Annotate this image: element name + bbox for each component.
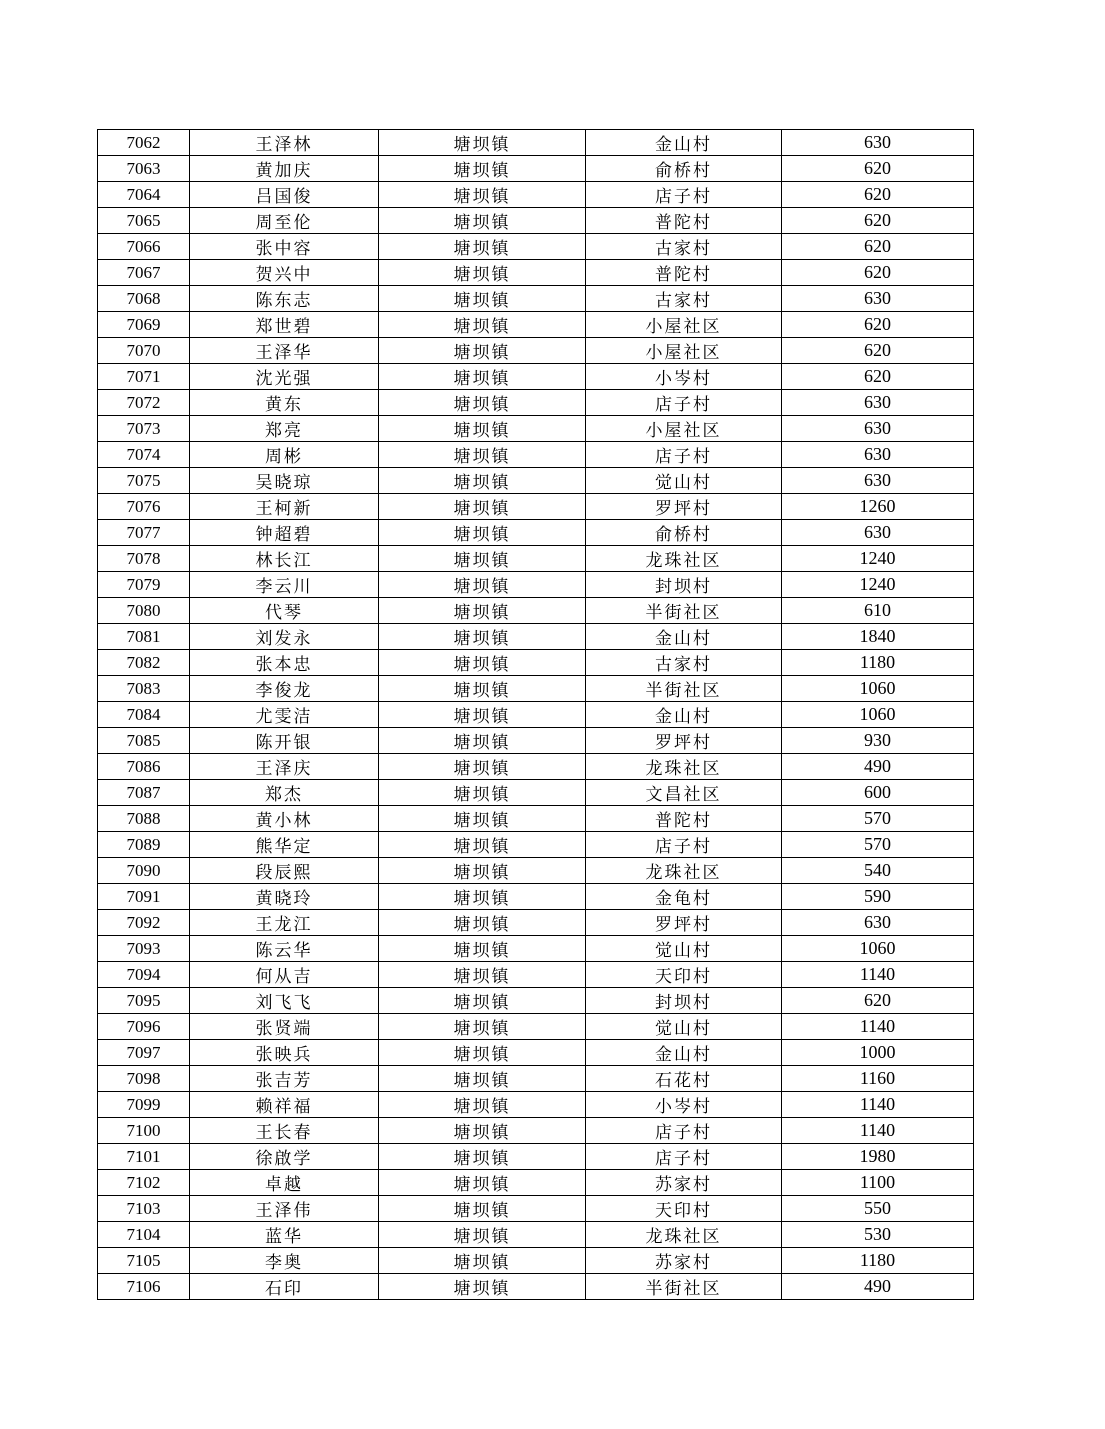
cell-town: 塘坝镇 bbox=[379, 260, 586, 286]
cell-id: 7079 bbox=[98, 572, 190, 598]
cell-id: 7075 bbox=[98, 468, 190, 494]
cell-name: 吕国俊 bbox=[190, 182, 379, 208]
cell-village: 普陀村 bbox=[586, 208, 782, 234]
cell-name: 王龙江 bbox=[190, 910, 379, 936]
cell-id: 7100 bbox=[98, 1118, 190, 1144]
table-row bbox=[98, 832, 974, 858]
cell-town: 塘坝镇 bbox=[379, 1014, 586, 1040]
cell-name: 郑杰 bbox=[190, 780, 379, 806]
table-row bbox=[98, 884, 974, 910]
cell-town: 塘坝镇 bbox=[379, 234, 586, 260]
table-row bbox=[98, 962, 974, 988]
cell-name: 李俊龙 bbox=[190, 676, 379, 702]
cell-amount: 1240 bbox=[782, 546, 974, 572]
cell-town: 塘坝镇 bbox=[379, 1144, 586, 1170]
cell-name: 张本忠 bbox=[190, 650, 379, 676]
cell-village: 觉山村 bbox=[586, 936, 782, 962]
cell-id: 7095 bbox=[98, 988, 190, 1014]
cell-id: 7090 bbox=[98, 858, 190, 884]
cell-amount: 1140 bbox=[782, 962, 974, 988]
cell-amount: 1060 bbox=[782, 936, 974, 962]
cell-id: 7067 bbox=[98, 260, 190, 286]
cell-amount: 1060 bbox=[782, 702, 974, 728]
cell-amount: 570 bbox=[782, 806, 974, 832]
cell-town: 塘坝镇 bbox=[379, 1040, 586, 1066]
cell-amount: 490 bbox=[782, 754, 974, 780]
cell-town: 塘坝镇 bbox=[379, 572, 586, 598]
table-row bbox=[98, 1014, 974, 1040]
table-row bbox=[98, 416, 974, 442]
table-row bbox=[98, 1248, 974, 1274]
cell-name: 周彬 bbox=[190, 442, 379, 468]
cell-village: 金山村 bbox=[586, 702, 782, 728]
cell-name: 王泽伟 bbox=[190, 1196, 379, 1222]
cell-name: 王泽华 bbox=[190, 338, 379, 364]
cell-amount: 1100 bbox=[782, 1170, 974, 1196]
cell-village: 苏家村 bbox=[586, 1248, 782, 1274]
cell-name: 陈开银 bbox=[190, 728, 379, 754]
table-row bbox=[98, 1118, 974, 1144]
cell-town: 塘坝镇 bbox=[379, 962, 586, 988]
cell-name: 王长春 bbox=[190, 1118, 379, 1144]
table-row bbox=[98, 1222, 974, 1248]
cell-amount: 1140 bbox=[782, 1014, 974, 1040]
cell-amount: 1180 bbox=[782, 650, 974, 676]
cell-amount: 1140 bbox=[782, 1092, 974, 1118]
cell-village: 封坝村 bbox=[586, 988, 782, 1014]
cell-name: 熊华定 bbox=[190, 832, 379, 858]
cell-town: 塘坝镇 bbox=[379, 1274, 586, 1300]
cell-town: 塘坝镇 bbox=[379, 728, 586, 754]
cell-amount: 620 bbox=[782, 156, 974, 182]
cell-name: 李奥 bbox=[190, 1248, 379, 1274]
cell-village: 普陀村 bbox=[586, 806, 782, 832]
cell-name: 陈云华 bbox=[190, 936, 379, 962]
cell-id: 7070 bbox=[98, 338, 190, 364]
cell-village: 龙珠社区 bbox=[586, 858, 782, 884]
cell-id: 7098 bbox=[98, 1066, 190, 1092]
table-row bbox=[98, 312, 974, 338]
cell-id: 7066 bbox=[98, 234, 190, 260]
cell-town: 塘坝镇 bbox=[379, 676, 586, 702]
cell-town: 塘坝镇 bbox=[379, 780, 586, 806]
cell-name: 王柯新 bbox=[190, 494, 379, 520]
cell-town: 塘坝镇 bbox=[379, 702, 586, 728]
cell-town: 塘坝镇 bbox=[379, 754, 586, 780]
table-row bbox=[98, 988, 974, 1014]
cell-id: 7076 bbox=[98, 494, 190, 520]
cell-name: 李云川 bbox=[190, 572, 379, 598]
cell-id: 7102 bbox=[98, 1170, 190, 1196]
cell-amount: 620 bbox=[782, 338, 974, 364]
cell-amount: 630 bbox=[782, 442, 974, 468]
cell-town: 塘坝镇 bbox=[379, 494, 586, 520]
cell-amount: 630 bbox=[782, 520, 974, 546]
cell-name: 黄晓玲 bbox=[190, 884, 379, 910]
cell-id: 7080 bbox=[98, 598, 190, 624]
cell-id: 7068 bbox=[98, 286, 190, 312]
table-row bbox=[98, 1170, 974, 1196]
cell-amount: 620 bbox=[782, 234, 974, 260]
cell-name: 陈东志 bbox=[190, 286, 379, 312]
cell-village: 金山村 bbox=[586, 130, 782, 156]
cell-amount: 1980 bbox=[782, 1144, 974, 1170]
cell-id: 7096 bbox=[98, 1014, 190, 1040]
cell-id: 7094 bbox=[98, 962, 190, 988]
cell-amount: 530 bbox=[782, 1222, 974, 1248]
cell-amount: 630 bbox=[782, 468, 974, 494]
cell-amount: 630 bbox=[782, 390, 974, 416]
cell-amount: 630 bbox=[782, 130, 974, 156]
cell-id: 7104 bbox=[98, 1222, 190, 1248]
table-row bbox=[98, 286, 974, 312]
table-row bbox=[98, 754, 974, 780]
cell-village: 罗坪村 bbox=[586, 494, 782, 520]
cell-town: 塘坝镇 bbox=[379, 832, 586, 858]
cell-amount: 1160 bbox=[782, 1066, 974, 1092]
cell-id: 7074 bbox=[98, 442, 190, 468]
cell-town: 塘坝镇 bbox=[379, 1118, 586, 1144]
table-row bbox=[98, 234, 974, 260]
table-row bbox=[98, 546, 974, 572]
cell-village: 文昌社区 bbox=[586, 780, 782, 806]
cell-name: 钟超碧 bbox=[190, 520, 379, 546]
cell-amount: 620 bbox=[782, 364, 974, 390]
cell-id: 7105 bbox=[98, 1248, 190, 1274]
cell-id: 7077 bbox=[98, 520, 190, 546]
cell-amount: 1000 bbox=[782, 1040, 974, 1066]
cell-id: 7078 bbox=[98, 546, 190, 572]
table-row bbox=[98, 598, 974, 624]
cell-town: 塘坝镇 bbox=[379, 806, 586, 832]
cell-id: 7088 bbox=[98, 806, 190, 832]
cell-name: 张贤端 bbox=[190, 1014, 379, 1040]
cell-name: 徐啟学 bbox=[190, 1144, 379, 1170]
cell-town: 塘坝镇 bbox=[379, 208, 586, 234]
cell-name: 黄小林 bbox=[190, 806, 379, 832]
cell-id: 7069 bbox=[98, 312, 190, 338]
cell-village: 俞桥村 bbox=[586, 156, 782, 182]
cell-village: 罗坪村 bbox=[586, 728, 782, 754]
cell-village: 龙珠社区 bbox=[586, 754, 782, 780]
cell-village: 天印村 bbox=[586, 962, 782, 988]
cell-name: 张映兵 bbox=[190, 1040, 379, 1066]
cell-id: 7062 bbox=[98, 130, 190, 156]
cell-amount: 570 bbox=[782, 832, 974, 858]
cell-village: 小屋社区 bbox=[586, 312, 782, 338]
table-row bbox=[98, 858, 974, 884]
table-row bbox=[98, 1040, 974, 1066]
table-row bbox=[98, 650, 974, 676]
cell-village: 普陀村 bbox=[586, 260, 782, 286]
cell-id: 7097 bbox=[98, 1040, 190, 1066]
cell-id: 7093 bbox=[98, 936, 190, 962]
cell-village: 龙珠社区 bbox=[586, 1222, 782, 1248]
cell-amount: 1140 bbox=[782, 1118, 974, 1144]
cell-town: 塘坝镇 bbox=[379, 988, 586, 1014]
cell-village: 觉山村 bbox=[586, 468, 782, 494]
cell-name: 沈光强 bbox=[190, 364, 379, 390]
cell-name: 吴晓琼 bbox=[190, 468, 379, 494]
table-row bbox=[98, 1144, 974, 1170]
cell-village: 龙珠社区 bbox=[586, 546, 782, 572]
cell-amount: 1840 bbox=[782, 624, 974, 650]
cell-village: 店子村 bbox=[586, 1118, 782, 1144]
table-row bbox=[98, 338, 974, 364]
cell-id: 7071 bbox=[98, 364, 190, 390]
table-body bbox=[98, 130, 974, 1300]
table-row bbox=[98, 624, 974, 650]
cell-town: 塘坝镇 bbox=[379, 1170, 586, 1196]
cell-village: 金山村 bbox=[586, 1040, 782, 1066]
cell-amount: 620 bbox=[782, 988, 974, 1014]
cell-town: 塘坝镇 bbox=[379, 1066, 586, 1092]
cell-id: 7081 bbox=[98, 624, 190, 650]
cell-town: 塘坝镇 bbox=[379, 858, 586, 884]
cell-id: 7063 bbox=[98, 156, 190, 182]
cell-town: 塘坝镇 bbox=[379, 130, 586, 156]
cell-village: 小岑村 bbox=[586, 364, 782, 390]
table-row bbox=[98, 156, 974, 182]
table-row bbox=[98, 910, 974, 936]
cell-town: 塘坝镇 bbox=[379, 286, 586, 312]
cell-amount: 1180 bbox=[782, 1248, 974, 1274]
cell-amount: 1240 bbox=[782, 572, 974, 598]
cell-amount: 1260 bbox=[782, 494, 974, 520]
cell-name: 郑亮 bbox=[190, 416, 379, 442]
cell-id: 7087 bbox=[98, 780, 190, 806]
cell-name: 尤雯洁 bbox=[190, 702, 379, 728]
cell-name: 段辰熙 bbox=[190, 858, 379, 884]
table-row bbox=[98, 676, 974, 702]
table-row bbox=[98, 520, 974, 546]
cell-village: 店子村 bbox=[586, 832, 782, 858]
cell-name: 王泽庆 bbox=[190, 754, 379, 780]
table-row bbox=[98, 390, 974, 416]
cell-village: 半街社区 bbox=[586, 676, 782, 702]
table-row bbox=[98, 728, 974, 754]
table-row bbox=[98, 364, 974, 390]
cell-amount: 590 bbox=[782, 884, 974, 910]
cell-amount: 630 bbox=[782, 416, 974, 442]
cell-name: 刘飞飞 bbox=[190, 988, 379, 1014]
cell-amount: 610 bbox=[782, 598, 974, 624]
cell-town: 塘坝镇 bbox=[379, 520, 586, 546]
cell-id: 7089 bbox=[98, 832, 190, 858]
cell-town: 塘坝镇 bbox=[379, 1092, 586, 1118]
cell-id: 7073 bbox=[98, 416, 190, 442]
cell-name: 林长江 bbox=[190, 546, 379, 572]
cell-village: 小屋社区 bbox=[586, 338, 782, 364]
cell-id: 7106 bbox=[98, 1274, 190, 1300]
cell-name: 刘发永 bbox=[190, 624, 379, 650]
table-row bbox=[98, 468, 974, 494]
cell-village: 石花村 bbox=[586, 1066, 782, 1092]
cell-id: 7083 bbox=[98, 676, 190, 702]
table-row bbox=[98, 1274, 974, 1300]
cell-village: 封坝村 bbox=[586, 572, 782, 598]
cell-town: 塘坝镇 bbox=[379, 338, 586, 364]
cell-town: 塘坝镇 bbox=[379, 364, 586, 390]
table-row bbox=[98, 936, 974, 962]
cell-village: 古家村 bbox=[586, 234, 782, 260]
cell-id: 7072 bbox=[98, 390, 190, 416]
cell-village: 店子村 bbox=[586, 442, 782, 468]
cell-name: 代琴 bbox=[190, 598, 379, 624]
table-row bbox=[98, 208, 974, 234]
cell-amount: 540 bbox=[782, 858, 974, 884]
cell-village: 半街社区 bbox=[586, 598, 782, 624]
table-row bbox=[98, 494, 974, 520]
cell-name: 赖祥福 bbox=[190, 1092, 379, 1118]
table-row bbox=[98, 1066, 974, 1092]
cell-amount: 490 bbox=[782, 1274, 974, 1300]
cell-village: 罗坪村 bbox=[586, 910, 782, 936]
cell-amount: 630 bbox=[782, 910, 974, 936]
cell-town: 塘坝镇 bbox=[379, 1248, 586, 1274]
cell-id: 7092 bbox=[98, 910, 190, 936]
cell-name: 卓越 bbox=[190, 1170, 379, 1196]
cell-name: 蓝华 bbox=[190, 1222, 379, 1248]
table-row bbox=[98, 702, 974, 728]
cell-id: 7103 bbox=[98, 1196, 190, 1222]
cell-name: 王泽林 bbox=[190, 130, 379, 156]
cell-name: 周至伦 bbox=[190, 208, 379, 234]
table-row bbox=[98, 1092, 974, 1118]
cell-id: 7086 bbox=[98, 754, 190, 780]
cell-name: 黄加庆 bbox=[190, 156, 379, 182]
cell-amount: 630 bbox=[782, 286, 974, 312]
table-row bbox=[98, 130, 974, 156]
cell-village: 俞桥村 bbox=[586, 520, 782, 546]
cell-name: 张吉芳 bbox=[190, 1066, 379, 1092]
cell-id: 7101 bbox=[98, 1144, 190, 1170]
cell-amount: 930 bbox=[782, 728, 974, 754]
cell-name: 贺兴中 bbox=[190, 260, 379, 286]
cell-name: 黄东 bbox=[190, 390, 379, 416]
table-row bbox=[98, 780, 974, 806]
cell-town: 塘坝镇 bbox=[379, 910, 586, 936]
cell-village: 小屋社区 bbox=[586, 416, 782, 442]
cell-town: 塘坝镇 bbox=[379, 884, 586, 910]
cell-amount: 620 bbox=[782, 260, 974, 286]
cell-town: 塘坝镇 bbox=[379, 182, 586, 208]
cell-town: 塘坝镇 bbox=[379, 598, 586, 624]
cell-name: 何从吉 bbox=[190, 962, 379, 988]
cell-village: 金龟村 bbox=[586, 884, 782, 910]
cell-village: 店子村 bbox=[586, 1144, 782, 1170]
table-row bbox=[98, 260, 974, 286]
cell-town: 塘坝镇 bbox=[379, 390, 586, 416]
cell-village: 店子村 bbox=[586, 182, 782, 208]
cell-village: 苏家村 bbox=[586, 1170, 782, 1196]
cell-village: 半街社区 bbox=[586, 1274, 782, 1300]
cell-town: 塘坝镇 bbox=[379, 416, 586, 442]
cell-amount: 600 bbox=[782, 780, 974, 806]
cell-town: 塘坝镇 bbox=[379, 936, 586, 962]
cell-village: 店子村 bbox=[586, 390, 782, 416]
cell-id: 7064 bbox=[98, 182, 190, 208]
table-row bbox=[98, 572, 974, 598]
cell-town: 塘坝镇 bbox=[379, 468, 586, 494]
cell-village: 古家村 bbox=[586, 286, 782, 312]
cell-town: 塘坝镇 bbox=[379, 442, 586, 468]
cell-amount: 620 bbox=[782, 182, 974, 208]
cell-id: 7082 bbox=[98, 650, 190, 676]
cell-name: 张中容 bbox=[190, 234, 379, 260]
table-row bbox=[98, 442, 974, 468]
table-row bbox=[98, 1196, 974, 1222]
cell-name: 郑世碧 bbox=[190, 312, 379, 338]
cell-village: 金山村 bbox=[586, 624, 782, 650]
cell-town: 塘坝镇 bbox=[379, 624, 586, 650]
cell-amount: 620 bbox=[782, 312, 974, 338]
cell-id: 7085 bbox=[98, 728, 190, 754]
cell-name: 石印 bbox=[190, 1274, 379, 1300]
cell-id: 7099 bbox=[98, 1092, 190, 1118]
cell-village: 天印村 bbox=[586, 1196, 782, 1222]
cell-town: 塘坝镇 bbox=[379, 312, 586, 338]
cell-town: 塘坝镇 bbox=[379, 1196, 586, 1222]
data-table bbox=[97, 129, 974, 1300]
table-row bbox=[98, 806, 974, 832]
cell-id: 7084 bbox=[98, 702, 190, 728]
cell-id: 7065 bbox=[98, 208, 190, 234]
cell-village: 小岑村 bbox=[586, 1092, 782, 1118]
table-row bbox=[98, 182, 974, 208]
cell-town: 塘坝镇 bbox=[379, 156, 586, 182]
cell-town: 塘坝镇 bbox=[379, 1222, 586, 1248]
cell-amount: 1060 bbox=[782, 676, 974, 702]
cell-town: 塘坝镇 bbox=[379, 546, 586, 572]
cell-amount: 550 bbox=[782, 1196, 974, 1222]
cell-town: 塘坝镇 bbox=[379, 650, 586, 676]
cell-id: 7091 bbox=[98, 884, 190, 910]
cell-village: 觉山村 bbox=[586, 1014, 782, 1040]
cell-village: 古家村 bbox=[586, 650, 782, 676]
cell-amount: 620 bbox=[782, 208, 974, 234]
